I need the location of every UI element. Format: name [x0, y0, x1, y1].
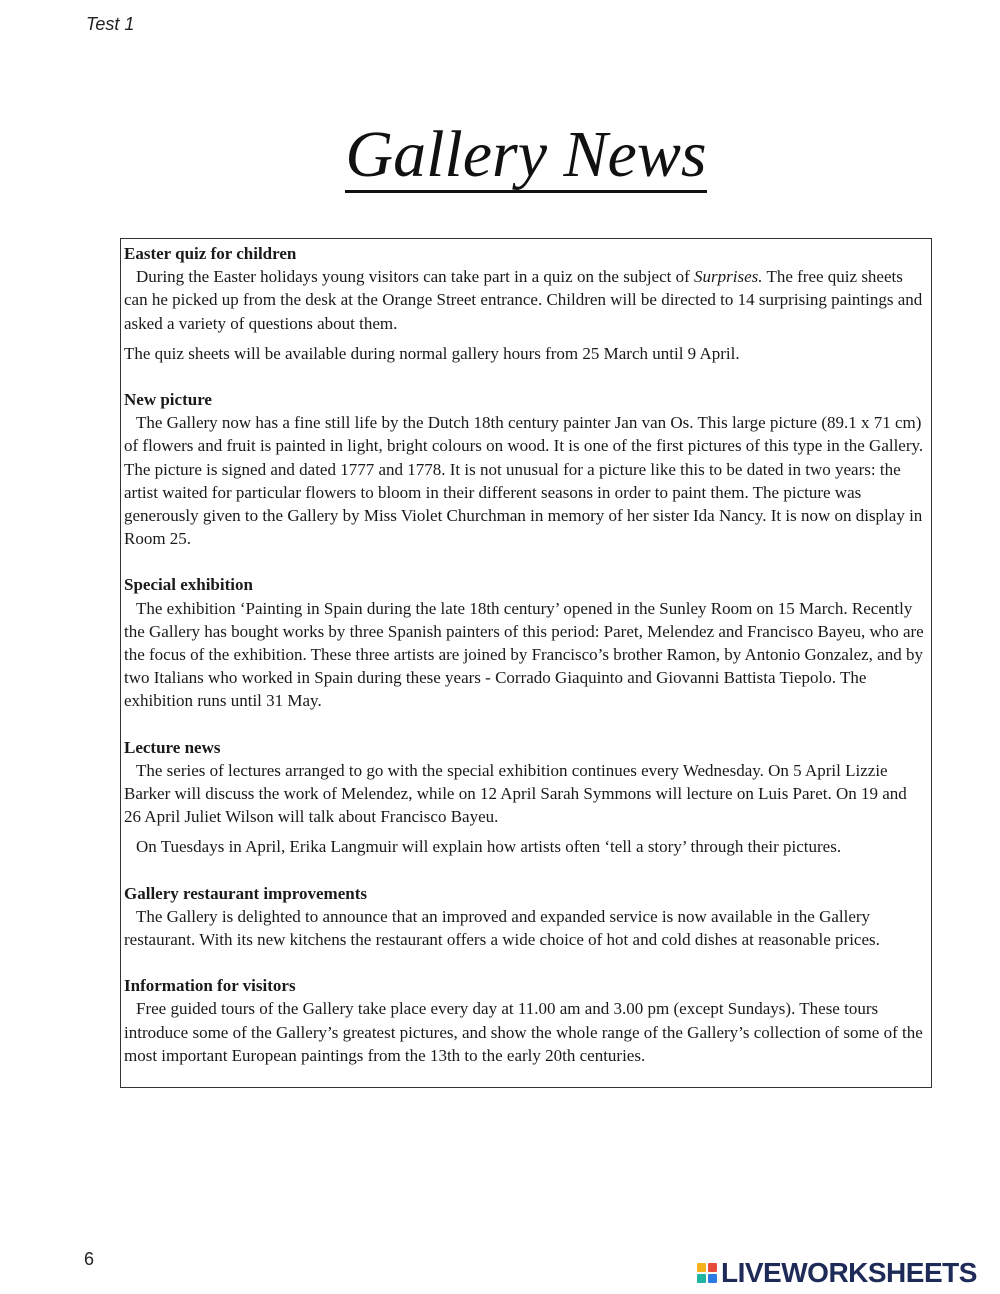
page-number: 6: [84, 1249, 95, 1269]
section-paragraph: On Tuesdays in April, Erika Langmuir will explain how artists often ‘tell a story’ through their pictures.: [136, 837, 842, 857]
section-lecture-news: [124, 736, 927, 859]
paragraph-text: During the Easter holidays young visitors can take part in a quiz on the subject of: [136, 267, 695, 287]
section-visitor-info: [124, 974, 927, 1067]
section-paragraph: The series of lectures arranged to go with the special exhibition continues every Wednesday. On 5 April Lizzie Barker will discuss the work of Melendez, while on 12 April Sarah Symmons will lecture on Luis Paret. On 19 and 26 April Juliet Wilson will talk about Francisco Bayeu.: [124, 760, 907, 827]
page-title-text: Gallery News: [345, 118, 707, 191]
section-paragraph: [124, 265, 927, 335]
logo-square: [708, 1263, 717, 1272]
section-restaurant: [124, 882, 927, 952]
page-header-label: Test 1: [86, 14, 135, 34]
section-paragraph: The quiz sheets will be available during normal gallery hours from 25 March until 9 April.: [124, 343, 740, 363]
section-heading: Information for visitors: [124, 976, 296, 996]
liveworksheets-logo[interactable]: [697, 1257, 977, 1289]
section-heading: Lecture news: [124, 737, 221, 757]
news-box: [120, 238, 932, 1088]
section-new-picture: [124, 388, 927, 550]
paragraph-text: The free quiz sheets can he picked up from the desk at the Orange Street entrance. Children will be directed to 14 surprising paintings and asked a variety of questions about them.: [124, 267, 923, 333]
logo-text: LIVEWORKSHEETS: [721, 1257, 977, 1288]
section-paragraph: The Gallery now has a fine still life by the Dutch 18th century painter Jan van Os. This large picture (89.1 x 71 cm) of flowers and fruit is painted in light, bright colours on wood. It is one of the first pictures of this type in the Gallery. The picture is signed and dated 1777 and 1778. It is not unusual for a picture like this to be dated in two years: the artist waited for particular flowers to bloom in their different seasons in order to paint them. The picture was generously given to the Gallery by Miss Violet Churchman in memory of her sister Ida Nancy. It is now on display in Room 25.: [124, 413, 924, 549]
section-heading: Gallery restaurant improvements: [124, 883, 367, 903]
section-paragraph: Free guided tours of the Gallery take place every day at 11.00 am and 3.00 pm (except Sundays). These tours introduce some of the Gallery’s greatest pictures, and show the whole range of the Gallery’s collection of some of the most important European paintings from the 13th to the early 20th centuries.: [124, 999, 923, 1065]
emphasis-text: Surprises.: [694, 267, 763, 287]
section-easter-quiz: [124, 242, 927, 365]
logo-square: [697, 1274, 706, 1283]
section-heading: Easter quiz for children: [124, 244, 297, 263]
page-title: [0, 118, 1000, 193]
section-heading: New picture: [124, 390, 212, 410]
section-paragraph: The Gallery is delighted to announce that an improved and expanded service is now available in the Gallery restaurant. With its new kitchens the restaurant offers a wide choice of hot and cold dishes at reasonable prices.: [124, 906, 880, 950]
logo-square: [697, 1263, 706, 1272]
section-special-exhibition: [124, 573, 927, 712]
section-heading: Special exhibition: [124, 575, 253, 595]
logo-square: [708, 1274, 717, 1283]
section-paragraph: The exhibition ‘Painting in Spain during the late 18th century’ opened in the Sunley Room on 15 March. Recently the Gallery has bought works by three Spanish painters of this period: Paret, Melendez and Francisco Bayeu, who are the focus of the exhibition. These three artists are joined by Francisco’s brother Ramon, by Antonio Gonzalez, and by two Italians who worked in Spain during these years - Corrado Giaquinto and Giovanni Battista Tiepolo. The exhibition runs until 31 May.: [124, 598, 924, 711]
liveworksheets-logo-icon: [697, 1263, 717, 1283]
